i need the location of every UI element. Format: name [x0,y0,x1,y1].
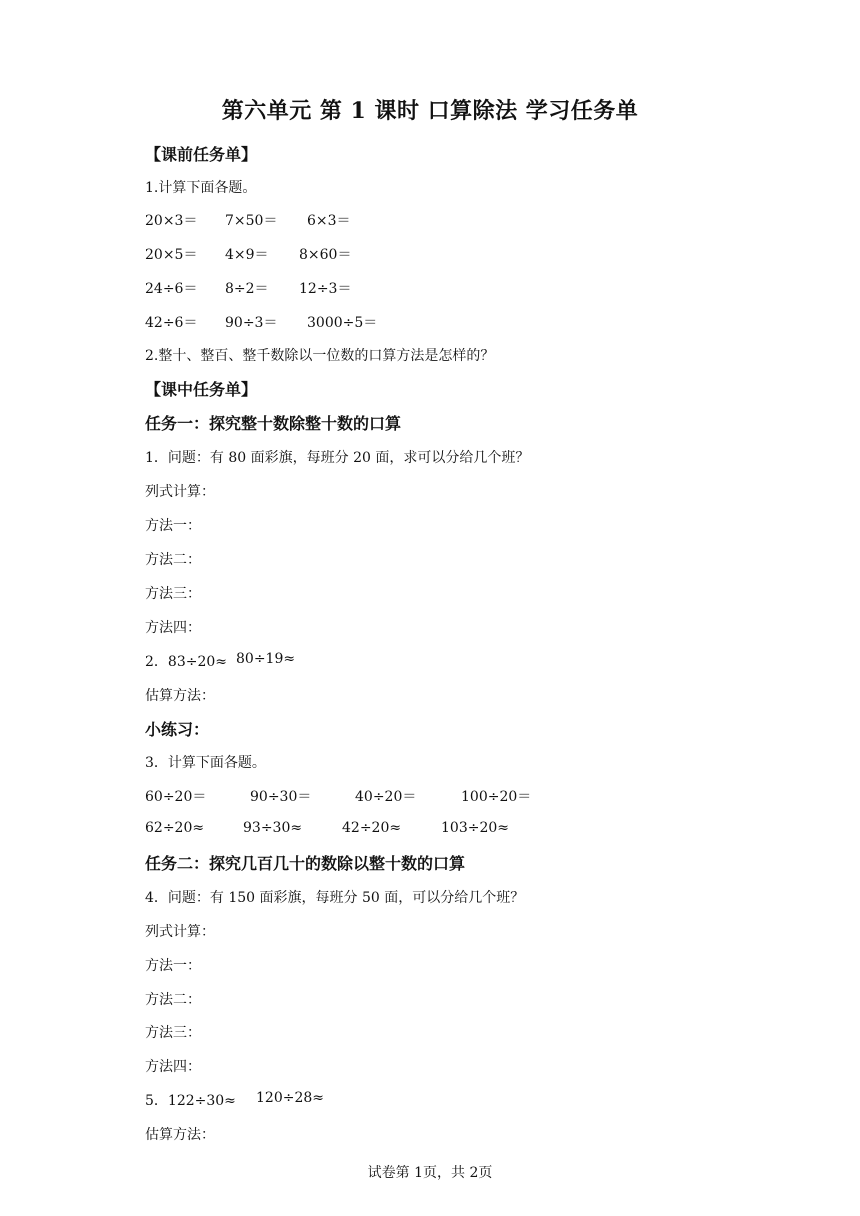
calc-item: 40÷20＝ [355,789,417,805]
task-2-method-4: 方法四： [145,1059,201,1075]
task-1-method-3: 方法三： [145,586,201,602]
calc-item: 42÷6＝ [145,315,198,331]
calc-item: 20×3＝ [145,213,198,229]
task-2-heading: 任务二：探究几百几十的数除以整十数的口算 [145,854,466,873]
calc-item: 93÷30≈ [243,820,303,836]
task-2-method-2: 方法二： [145,992,201,1008]
calc-item: 4×9＝ [225,247,269,263]
task-1-method-4: 方法四： [145,620,201,636]
calc-item: 3000÷5＝ [307,315,378,331]
calc-item: 60÷20＝ [145,789,207,805]
practice-heading: 小练习： [145,720,210,739]
task-1-formula-label: 列式计算： [145,484,215,500]
task-2-method-1: 方法一： [145,958,201,974]
pre-question-2: 2.整十、整百、整千数除以一位数的口算方法是怎样的？ [145,348,495,364]
estimate-item: 5．122÷30≈ [145,1093,236,1109]
task-2-formula-label: 列式计算： [145,924,215,940]
pre-question-1: 1.计算下面各题。 [145,180,257,196]
calc-item: 6×3＝ [307,213,351,229]
calc-item: 100÷20＝ [461,789,532,805]
calc-item: 12÷3＝ [299,281,352,297]
calc-item: 90÷3＝ [225,315,278,331]
calc-item: 7×50＝ [225,213,278,229]
page-title: 第六单元 第 1 课时 口算除法 学习任务单 [221,98,639,124]
task-2-question: 4．问题：有 150 面彩旗，每班分 50 面，可以分给几个班？ [145,890,525,906]
task-1-heading: 任务一：探究整十数除整十数的口算 [145,414,402,433]
in-class-heading: 【课中任务单】 [145,380,258,399]
pre-class-heading: 【课前任务单】 [145,145,258,164]
calc-item: 90÷30＝ [250,789,312,805]
task-2-estimate-label: 估算方法： [145,1127,215,1143]
task-2-method-3: 方法三： [145,1025,201,1041]
task-1-method-1: 方法一： [145,518,201,534]
calc-item: 103÷20≈ [441,820,509,836]
task-1-method-2: 方法二： [145,552,201,568]
task-1-estimate-label: 估算方法： [145,688,215,704]
page-footer: 试卷第 1页，共 2页 [367,1165,493,1181]
estimate-item: 2．83÷20≈ [145,654,227,670]
estimate-item: 80÷19≈ [236,651,296,667]
calc-item: 42÷20≈ [342,820,402,836]
practice-question-3: 3．计算下面各题。 [145,755,266,771]
task-1-question: 1．问题：有 80 面彩旗，每班分 20 面，求可以分给几个班？ [145,450,530,466]
calc-item: 8÷2＝ [225,281,269,297]
calc-item: 8×60＝ [299,247,352,263]
calc-item: 24÷6＝ [145,281,198,297]
calc-item: 20×5＝ [145,247,198,263]
estimate-item: 120÷28≈ [256,1090,324,1106]
calc-item: 62÷20≈ [145,820,205,836]
